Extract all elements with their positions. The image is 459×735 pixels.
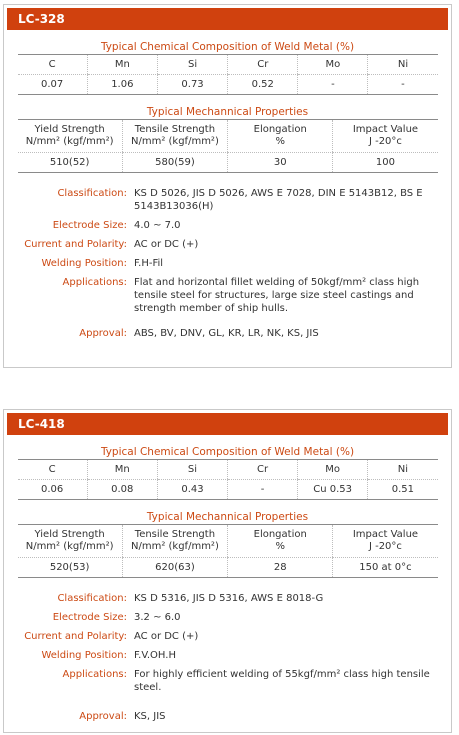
chem-header: C [18, 55, 88, 75]
mech-header: Impact Value J -20°c [333, 525, 438, 558]
spec-row-classification [4, 592, 451, 605]
spec-label: Approval: [79, 328, 127, 339]
mech-header: Elongation % [228, 525, 333, 558]
spec-row-welding-position [4, 257, 451, 270]
chem-header: Ni [368, 460, 438, 480]
spec-label: Current and Polarity: [24, 239, 127, 250]
mech-header: Tensile Strength N/mm² (kgf/mm²) [122, 525, 227, 558]
spec-row-approval [4, 710, 451, 723]
chemical-composition-title: Typical Chemical Composition of Weld Metal (%) [100, 446, 355, 458]
chem-value: 0.43 [157, 480, 227, 500]
spec-value: 4.0 ~ 7.0 [134, 220, 181, 231]
spec-label: Approval: [79, 711, 127, 722]
mech-value: 580(59) [122, 153, 227, 173]
mech-value: 30 [228, 153, 333, 173]
spec-row-current-polarity [4, 238, 451, 251]
chem-header: Ni [368, 55, 438, 75]
product-title: LC-328 [7, 8, 448, 30]
chem-value: 0.07 [18, 75, 88, 95]
mech-value: 510(52) [18, 153, 123, 173]
mech-header: Impact Value J -20°c [333, 120, 438, 153]
spec-row-classification [4, 187, 451, 213]
chem-header: Mn [87, 55, 157, 75]
mech-header: Yield Strength N/mm² (kgf/mm²) [18, 120, 123, 153]
spec-value: KS, JIS [134, 711, 166, 722]
spec-label: Electrode Size: [52, 220, 127, 231]
chem-header: C [18, 460, 88, 480]
mechanical-properties-title: Typical Mechannical Properties [146, 511, 309, 523]
spec-label: Electrode Size: [52, 612, 127, 623]
chem-value: - [298, 75, 368, 95]
spec-row-current-polarity [4, 630, 451, 643]
chem-value: 0.52 [228, 75, 298, 95]
spec-row-applications [4, 668, 451, 694]
mechanical-properties-title: Typical Mechannical Properties [146, 106, 309, 118]
spec-value: F.V.OH.H [134, 650, 176, 661]
chemical-composition-title: Typical Chemical Composition of Weld Metal (%) [100, 41, 355, 53]
spec-row-applications [4, 276, 451, 315]
spec-label: Applications: [62, 277, 127, 288]
chemical-composition-table [18, 459, 438, 500]
mechanical-properties-table [18, 524, 438, 578]
spec-value: ABS, BV, DNV, GL, KR, LR, NK, KS, JIS [134, 328, 319, 339]
spec-label: Classification: [57, 188, 127, 199]
spec-label: Welding Position: [41, 650, 127, 661]
chem-value: 0.08 [87, 480, 157, 500]
mech-value: 620(63) [122, 558, 227, 578]
chem-value: - [228, 480, 298, 500]
mech-header: Tensile Strength N/mm² (kgf/mm²) [122, 120, 227, 153]
chem-value: 0.51 [368, 480, 438, 500]
mech-value: 150 at 0°c [333, 558, 438, 578]
product-card [3, 4, 452, 368]
spec-value: Flat and horizontal fillet welding of 50kgf/mm² class high tensile steel for structures, large size steel castings and strength member of ship hulls. [134, 277, 420, 314]
chemical-composition-table [18, 54, 438, 95]
spec-label: Welding Position: [41, 258, 127, 269]
mech-value: 100 [333, 153, 438, 173]
spec-value: AC or DC (+) [134, 239, 199, 250]
spec-value: 3.2 ~ 6.0 [134, 612, 181, 623]
spec-row-electrode-size [4, 611, 451, 624]
spec-row-welding-position [4, 649, 451, 662]
chem-header: Si [157, 55, 227, 75]
mech-value: 28 [228, 558, 333, 578]
chem-value: 0.73 [157, 75, 227, 95]
spec-value: For highly efficient welding of 55kgf/mm² class high tensile steel. [134, 669, 430, 693]
chem-value: Cu 0.53 [298, 480, 368, 500]
chem-value: 1.06 [87, 75, 157, 95]
mech-header: Elongation % [228, 120, 333, 153]
spec-value: KS D 5316, JIS D 5316, AWS E 8018-G [134, 593, 324, 604]
spec-value: F.H-Fil [134, 258, 164, 269]
mech-value: 520(53) [18, 558, 123, 578]
chem-value: - [368, 75, 438, 95]
chem-header: Cr [228, 55, 298, 75]
spec-row-electrode-size [4, 219, 451, 232]
spec-label: Current and Polarity: [24, 631, 127, 642]
chem-header: Cr [228, 460, 298, 480]
chem-header: Mo [298, 460, 368, 480]
spec-row-approval [4, 327, 451, 340]
specification-list [4, 187, 451, 340]
chem-header: Mn [87, 460, 157, 480]
mech-header: Yield Strength N/mm² (kgf/mm²) [18, 525, 123, 558]
chem-value: 0.06 [18, 480, 88, 500]
spec-label: Applications: [62, 669, 127, 680]
chem-header: Mo [298, 55, 368, 75]
product-card [3, 409, 452, 733]
mechanical-properties-table [18, 119, 438, 173]
spec-value: KS D 5026, JIS D 5026, AWS E 7028, DIN E 5143B12, BS E 5143B13036(H) [134, 188, 423, 212]
chem-header: Si [157, 460, 227, 480]
product-title: LC-418 [7, 413, 448, 435]
spec-label: Classification: [57, 593, 127, 604]
specification-list [4, 592, 451, 723]
spec-value: AC or DC (+) [134, 631, 199, 642]
